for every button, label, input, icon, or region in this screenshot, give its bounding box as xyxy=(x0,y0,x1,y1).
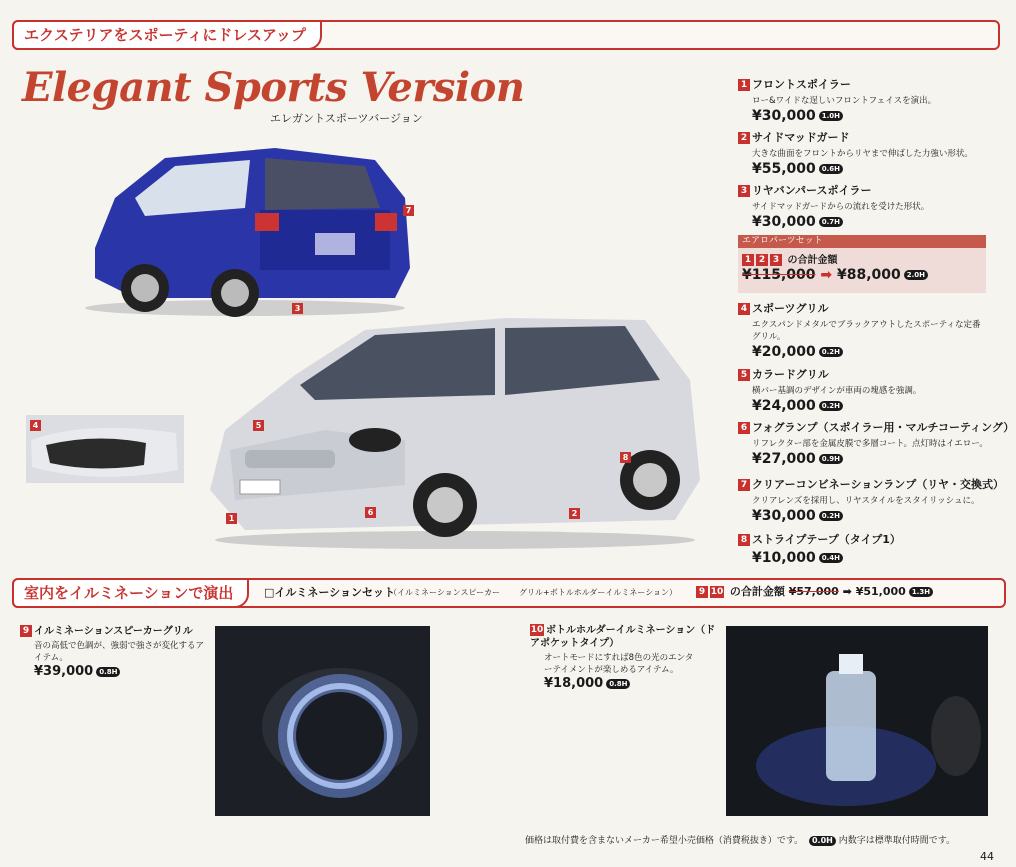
part-desc: ロー&ワイドな逞しいフロントフェイスを演出。 xyxy=(752,96,937,106)
part-item xyxy=(738,419,1015,467)
illumination-item-price: ¥39,000 xyxy=(34,664,94,679)
part-desc: リフレクター部を金属皮膜で多層コート。点灯時はイエロー。 xyxy=(752,439,988,449)
part-name: クリアーコンビネーションランプ（リヤ・交換式） xyxy=(752,478,1005,491)
aero-set-label: エアロパーツセット xyxy=(738,235,986,248)
part-item xyxy=(738,476,1005,524)
part-price: ¥55,000 xyxy=(752,161,816,177)
illumination-old-price: ¥57,000 xyxy=(788,585,839,598)
part-number: 1 xyxy=(738,79,750,91)
part-desc: エクスパンドメタルでブラックアウトしたスポーティな定番グリル。 xyxy=(752,320,981,342)
part-number: 7 xyxy=(738,479,750,491)
part-name: サイドマッドガード xyxy=(752,131,850,144)
part-number: 3 xyxy=(738,185,750,197)
install-hours-badge: 2.0H xyxy=(904,270,928,280)
part-price: ¥27,000 xyxy=(752,451,816,467)
car-marker: 2 xyxy=(569,508,580,519)
aero-set-old-price: ¥115,000 xyxy=(742,267,816,283)
hero-subtitle: エレガントスポーツバージョン xyxy=(270,112,423,125)
install-hours-badge: 0.2H xyxy=(819,511,843,521)
illumination-item-price: ¥18,000 xyxy=(544,676,604,691)
footer-note-text: 価格は取付費を含まないメーカー希望小売価格（消費税抜き）です。 xyxy=(525,836,804,846)
part-price: ¥30,000 xyxy=(752,508,816,524)
install-hours-badge: 1.0H xyxy=(819,111,843,121)
aero-set-new-price: ¥88,000 xyxy=(837,267,901,283)
car-marker: 1 xyxy=(226,513,237,524)
bottle-holder-image xyxy=(726,626,988,816)
part-name: リヤバンパースポイラー xyxy=(752,184,872,197)
install-hours-badge: 0.2H xyxy=(819,401,843,411)
car-marker: 7 xyxy=(403,205,414,216)
part-price: ¥30,000 xyxy=(752,108,816,124)
install-hours-badge: 0.9H xyxy=(819,454,843,464)
install-hours-badge: 0.0H xyxy=(809,836,836,846)
part-number: 5 xyxy=(738,369,750,381)
car-marker: 5 xyxy=(253,420,264,431)
part-number: 6 xyxy=(738,422,750,434)
part-number: 9 xyxy=(20,625,32,637)
illumination-item-desc: オートモードにすれば8色の光のエンターテイメントが楽しめるアイテム。 xyxy=(544,653,694,675)
illumination-set-label: □イルミネーションセット xyxy=(264,586,395,599)
part-item xyxy=(738,182,998,230)
install-hours-badge: 0.8H xyxy=(606,679,630,689)
part-item xyxy=(738,366,998,414)
aero-set-combo-text: の合計金額 xyxy=(787,255,838,266)
part-desc: 横バー基調のデザインが車両の塊感を強調。 xyxy=(752,386,922,396)
part-name: フォグランプ（スポイラー用・マルチコーティング） xyxy=(752,421,1015,434)
page-number: 44 xyxy=(980,850,994,863)
part-number: 9 xyxy=(696,586,708,598)
part-price: ¥30,000 xyxy=(752,214,816,230)
part-price: ¥10,000 xyxy=(752,550,816,566)
part-name: カラードグリル xyxy=(752,368,829,381)
illumination-item-desc: 音の高低で色調が、強弱で強さが変化するアイテム。 xyxy=(34,641,205,663)
car-marker: 6 xyxy=(365,507,376,518)
blue-car-image xyxy=(75,138,415,318)
sports-grill-inset xyxy=(26,415,184,483)
illumination-item-name: ボトルホルダーイルミネーション（ドアポケットタイプ） xyxy=(530,625,716,649)
part-desc: クリアレンズを採用し、リヤスタイルをスタイリッシュに。 xyxy=(752,496,980,506)
aero-parts-set xyxy=(738,235,986,293)
install-hours-badge: 1.3H xyxy=(909,587,933,597)
illumination-item xyxy=(530,624,720,691)
part-price: ¥24,000 xyxy=(752,398,816,414)
install-hours-badge: 0.8H xyxy=(96,667,120,677)
part-item xyxy=(738,300,998,360)
part-item xyxy=(738,531,998,566)
part-number: 4 xyxy=(738,303,750,315)
install-hours-badge: 0.2H xyxy=(819,347,843,357)
install-hours-badge: 0.6H xyxy=(819,164,843,174)
part-desc: 大きな曲面をフロントからリヤまで伸ばした力強い形状。 xyxy=(752,149,973,159)
page-heading: エクステリアをスポーティにドレスアップ xyxy=(12,20,322,50)
footer-note-text: 内数字は標準取付時間です。 xyxy=(838,836,956,846)
part-item xyxy=(738,76,998,124)
illumination-total-text: の合計金額 xyxy=(729,585,785,598)
illumination-item-name: イルミネーションスピーカーグリル xyxy=(34,626,193,637)
part-name: フロントスポイラー xyxy=(752,78,851,91)
footer-note xyxy=(525,833,955,846)
arrow-icon: ➡ xyxy=(820,267,833,283)
silver-car-image xyxy=(205,300,705,550)
install-hours-badge: 0.4H xyxy=(819,553,843,563)
illumination-set-detail: グリル+ボトルホルダーイルミネーション） xyxy=(519,588,678,597)
part-name: スポーツグリル xyxy=(752,302,829,315)
part-number: 10 xyxy=(530,625,544,635)
part-number: 3 xyxy=(770,254,782,266)
car-marker: 8 xyxy=(620,452,631,463)
part-number: 2 xyxy=(738,132,750,144)
speaker-grill-image xyxy=(215,626,430,816)
car-marker: 3 xyxy=(292,303,303,314)
car-marker: 4 xyxy=(30,420,41,431)
part-desc: サイドマッドガードからの流れを受けた形状。 xyxy=(752,202,930,212)
illumination-new-price: ¥51,000 xyxy=(855,585,906,598)
part-price: ¥20,000 xyxy=(752,344,816,360)
illumination-bar xyxy=(12,578,1006,608)
part-number: 8 xyxy=(738,534,750,546)
part-name: ストライプテープ（タイプ1） xyxy=(752,533,901,546)
illumination-set-detail: （イルミネーションスピーカー xyxy=(389,588,500,597)
header-bar xyxy=(12,20,1000,50)
hero-title: Elegant Sports Version xyxy=(22,64,525,111)
illumination-set-total xyxy=(696,583,933,599)
illumination-heading: 室内をイルミネーションで演出 xyxy=(12,578,249,608)
part-number: 1 xyxy=(742,254,754,266)
arrow-icon: ➡ xyxy=(842,585,852,598)
illumination-item xyxy=(20,622,210,679)
part-item xyxy=(738,129,998,177)
part-number: 2 xyxy=(756,254,768,266)
part-number: 10 xyxy=(710,587,724,597)
install-hours-badge: 0.7H xyxy=(819,217,843,227)
